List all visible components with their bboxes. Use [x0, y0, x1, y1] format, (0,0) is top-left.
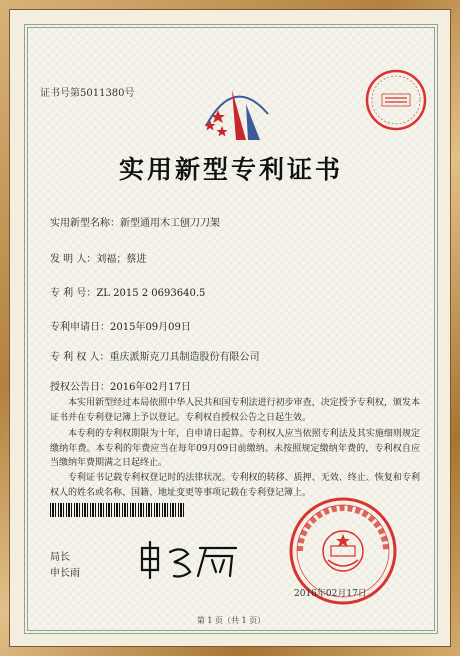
field-label: 专 利 权 人：	[50, 352, 110, 363]
field-label: 发 明 人：	[50, 254, 97, 265]
field-grant-date	[50, 378, 191, 393]
agency-seal-small	[364, 68, 428, 132]
page-footer: 第 1 页（共 1 页）	[196, 616, 266, 625]
certificate-title: 实用新型专利证书	[118, 155, 343, 184]
certificate-number: 证书号第5011380号	[40, 88, 135, 99]
logo-star-3	[217, 126, 228, 137]
field-patentee	[50, 348, 260, 363]
director-signature	[136, 538, 246, 582]
field-label: 授权公告日：	[50, 382, 110, 393]
field-label: 实用新型名称：	[50, 218, 120, 229]
field-utility-model-name	[50, 214, 220, 229]
logo-star-1	[211, 110, 225, 123]
field-value: 2016年02月17日	[110, 382, 191, 393]
director-title: 局长	[50, 552, 70, 563]
logo-wedge-blue	[246, 104, 260, 140]
field-value: ZL 2015 2 0693640.5	[96, 288, 206, 299]
paragraph-legal-status: 专利证书记载专利权登记时的法律状况。专利权的转移、质押、无效、终止、恢复和专利权人的姓名或名称、国籍、地址变更等事项记载在专利登记簿上。	[50, 473, 420, 498]
field-value: 新型通用木工刨刀刀架	[120, 218, 220, 229]
seal-date: 2016年02月17日	[294, 589, 367, 599]
director-name: 申长雨	[50, 568, 80, 579]
barcode	[50, 503, 186, 517]
patent-office-logo	[188, 80, 280, 146]
field-value: 刘福；蔡进	[96, 254, 147, 265]
paragraph-grant-decision: 本实用新型经过本局依照中华人民共和国专利法进行初步审查，决定授予专利权，颁发本证书并在专利登记簿上予以登记。专利权自授权公告之日起生效。	[50, 398, 420, 423]
field-application-date	[50, 318, 191, 333]
field-value: 2015年09月09日	[110, 322, 191, 333]
field-inventors	[50, 250, 146, 265]
paragraph-term-and-fees: 本专利的专利权期限为十年，自申请日起算。专利权人应当依照专利法及其实施细则规定缴纳年费。本专利的年费应当在每年09月09日前缴纳。未按照规定缴纳年费的，专利权自应当缴纳年费期满之日起终止。	[50, 429, 420, 468]
frame-mat	[9, 9, 451, 647]
field-label: 专利申请日：	[50, 322, 110, 333]
field-label: 专 利 号：	[50, 288, 97, 299]
certificate-paper	[24, 24, 438, 634]
field-patent-number	[50, 284, 205, 299]
field-value: 重庆派斯克刀具制造股份有限公司	[109, 352, 260, 363]
